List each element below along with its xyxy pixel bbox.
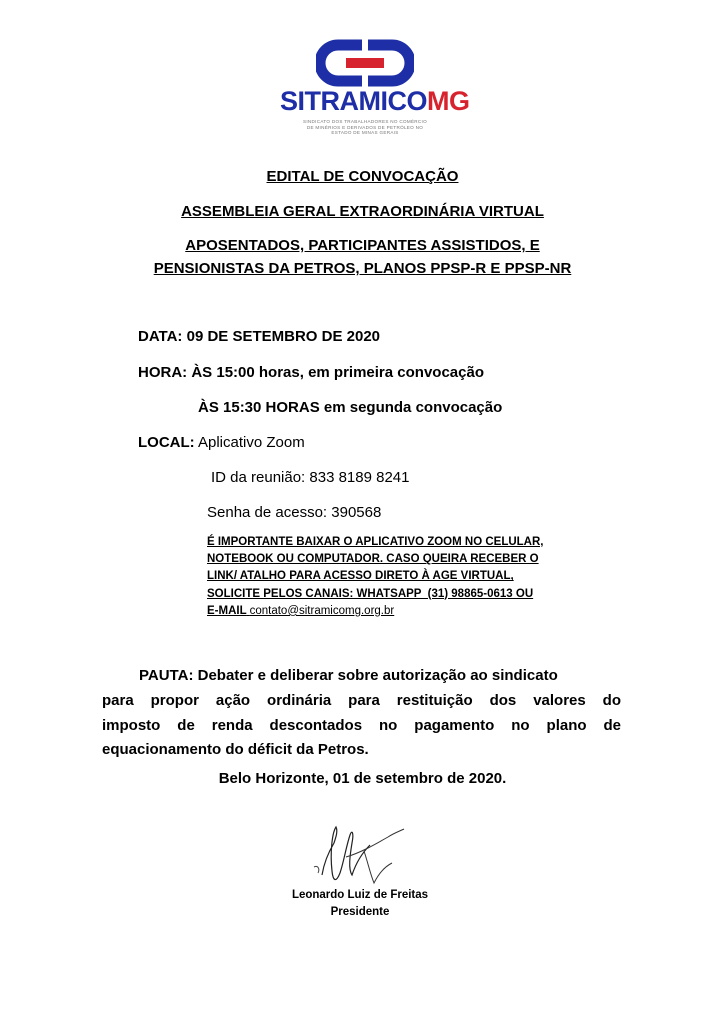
notice-line-2: NOTEBOOK OU COMPUTADOR. CASO QUEIRA RECEBER O (207, 553, 539, 566)
location-value: Aplicativo Zoom (198, 434, 305, 451)
logo-wordmark-red: MG (427, 86, 470, 116)
agenda-paragraph (102, 664, 621, 763)
signer-role: Presidente (330, 906, 390, 918)
email-label: E-MAIL (207, 604, 247, 617)
audience-line-1: APOSENTADOS, PARTICIPANTES ASSISTIDOS, E (185, 237, 540, 254)
date-value: 09 DE SETEMBRO DE 2020 (186, 328, 381, 345)
signer-block (272, 887, 448, 921)
agenda-line-2: para propor ação ordinária para restituição dos valores do (102, 691, 621, 709)
document-subtitle: ASSEMBLEIA GERAL EXTRAORDINÁRIA VIRTUAL (181, 203, 544, 220)
meeting-id: ID da reunião: 833 8189 8241 (211, 469, 410, 486)
meeting-password: Senha de acesso: 390568 (207, 504, 382, 521)
email-link[interactable]: contato@sitramicomg.org.br (249, 604, 395, 617)
agenda-label: PAUTA: (139, 667, 194, 684)
location-label: LOCAL: (138, 434, 195, 451)
audience-line-2: PENSIONISTAS DA PETROS, PLANOS PPSP-R E PPSP-NR (153, 260, 572, 277)
zoom-notice (207, 534, 607, 620)
logo-wordmark-blue: SITRAMICO (280, 86, 427, 116)
time-label: HORA: (138, 364, 188, 381)
handwritten-signature (312, 823, 408, 893)
date-label: DATA: (138, 328, 183, 345)
agenda-line-3: imposto de renda descontados no pagamento no plano de (102, 716, 621, 734)
notice-line-1: É IMPORTANTE BAIXAR O APLICATIVO ZOOM NO CELULAR, (207, 536, 544, 548)
logo-wordmark (280, 86, 470, 116)
date-row (138, 327, 380, 347)
place-and-date: Belo Horizonte, 01 de setembro de 2020. (218, 770, 507, 787)
document-title: EDITAL DE CONVOCAÇÃO (266, 168, 459, 185)
agenda-line-4: equacionamento do déficit da Petros. (102, 741, 369, 759)
agenda-line-1-text: Debater e deliberar sobre autorização ao sindicato (197, 667, 558, 684)
time-first-rest: horas, em primeira convocação (258, 364, 484, 381)
notice-line-4: SOLICITE PELOS CANAIS: WHATSAPP (31) 98865-0613 OU (207, 587, 534, 600)
time-second-call: ÀS 15:30 HORAS em segunda convocação (198, 399, 503, 416)
sitramicomg-logo (280, 38, 470, 138)
location-row (138, 433, 305, 453)
logo-subtitle: SINDICATO DOS TRABALHADORES NO COMÉRCIO DE MINÉRIOS E DERIVADOS DE PETRÓLEO NO ESTADO DE MINAS GERAIS (302, 119, 427, 135)
chain-link-icon (316, 38, 414, 88)
time-row (138, 363, 484, 383)
signer-name: Leonardo Luiz de Freitas (291, 889, 429, 901)
time-first-value: ÀS 15:00 (191, 364, 255, 381)
agenda-line-1 (102, 664, 621, 689)
notice-line-3: LINK/ ATALHO PARA ACESSO DIRETO À AGE VIRTUAL, (207, 570, 514, 583)
notice-line-5 (207, 603, 607, 620)
